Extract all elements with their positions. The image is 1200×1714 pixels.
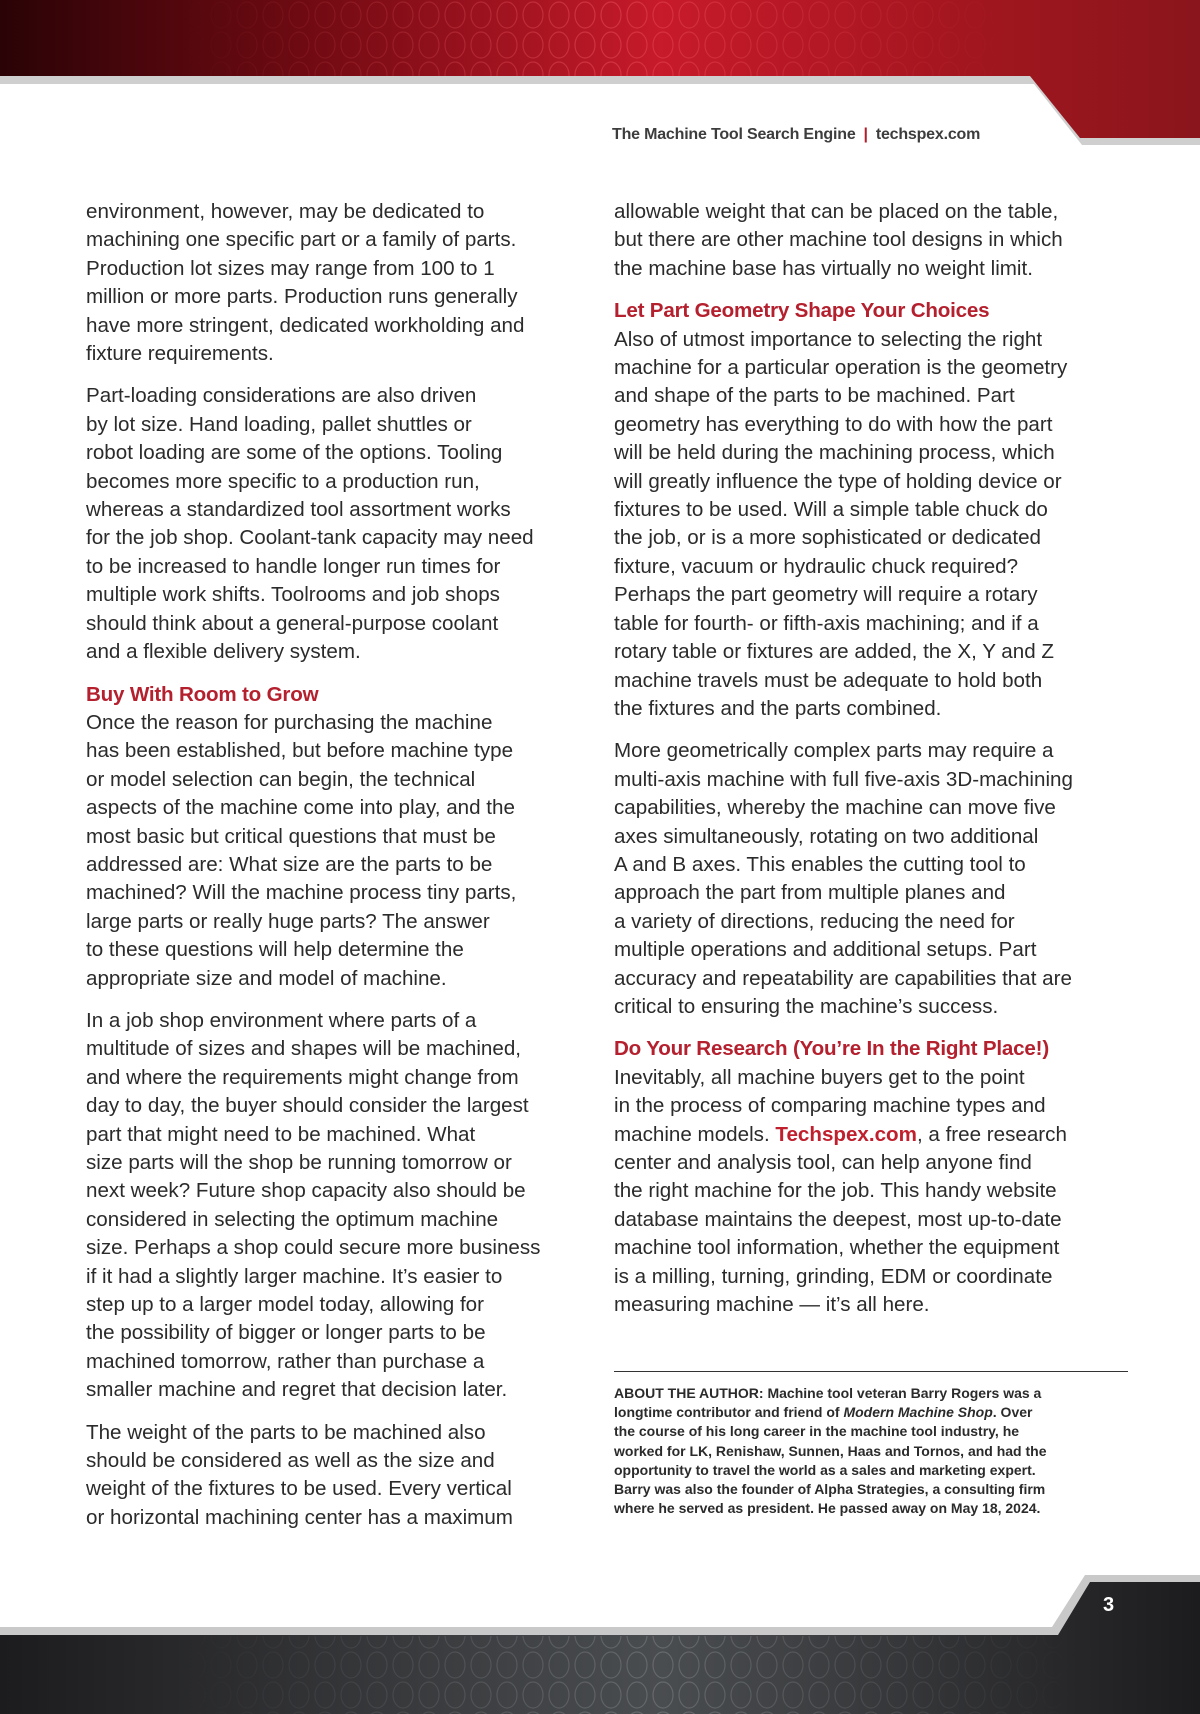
text-line: multi-axis machine with full five-axis 3D-machining [614,767,1073,791]
text-line: Perhaps the part geometry will require a rotary [614,583,1038,607]
header-banner [0,0,1200,150]
page-number: 3 [1103,1594,1115,1616]
text-line: should be considered as well as the size and [86,1449,495,1473]
text-line: the right machine for the job. This handy website [614,1179,1057,1203]
section [86,681,586,993]
text-line: the machine base has virtually no weight limit. [614,256,1033,280]
text-line: Part-loading considerations are also driven [86,384,477,408]
section-heading: Do Your Research (You’re In the Right Place!) [614,1037,1049,1061]
text-line: A and B axes. This enables the cutting tool to [614,852,1026,876]
text-line: rotary table or fixtures are added, the X, Y and Z [614,640,1054,664]
text-line: ABOUT THE AUTHOR: Machine tool veteran Barry Rogers was a [614,1385,1042,1401]
text-line: the fixtures and the parts combined. [614,696,942,720]
text-line: where he served as president. He passed away on May 18, 2024. [614,1500,1041,1517]
text-line: Inevitably, all machine buyers get to the point [614,1065,1025,1089]
text-line: million or more parts. Production runs generally [86,285,518,309]
text-line: by lot size. Hand loading, pallet shuttles or [86,412,472,436]
text-line: is a milling, turning, grinding, EDM or coordinate [614,1264,1053,1288]
running-header [612,126,980,144]
right-column [614,198,1130,1333]
text-line [614,1121,1130,1149]
text-line [614,1403,1134,1422]
text-line: the possibility of bigger or longer parts to be [86,1321,486,1345]
text-line: machined? Will the machine process tiny parts, [86,881,517,905]
text-line: has been established, but before machine type [86,739,514,763]
text-line: appropriate size and model of machine. [86,966,447,990]
section [614,297,1130,723]
text-line: in the process of comparing machine types and [614,1094,1046,1118]
text-line: database maintains the deepest, most up-to-date [614,1207,1062,1231]
text-line: the course of his long career in the machine tool industry, he [614,1423,1020,1440]
text-line: approach the part from multiple planes and [614,881,1006,905]
section-heading: Let Part Geometry Shape Your Choices [614,299,990,323]
text-line: Production lot sizes may range from 100 to 1 [86,256,495,280]
paragraph [614,737,1130,1021]
text-line: for the job shop. Coolant-tank capacity may need [86,526,534,550]
text-line: multitude of sizes and shapes will be machined, [86,1037,521,1061]
text-line: have more stringent, dedicated workholding and [86,313,525,337]
text-line: weight of the fixtures to be used. Every vertical [86,1477,512,1501]
techspex-link[interactable]: Techspex.com [775,1122,917,1146]
text-line: axes simultaneously, rotating on two additional [614,824,1039,848]
text-line: measuring machine — it’s all here. [614,1293,930,1317]
paragraph [86,1007,586,1405]
text-line: and shape of the parts to be machined. Part [614,384,1015,408]
text-segment: , a free research [916,1122,1067,1146]
text-line: opportunity to travel the world as a sales and marketing expert. [614,1461,1036,1478]
text-line: environment, however, may be dedicated to [86,200,485,223]
text-line: capabilities, whereby the machine can move five [614,796,1056,820]
text-line: or horizontal machining center has a maximum [86,1505,513,1529]
section [614,1035,1130,1319]
author-divider [614,1371,1128,1372]
text-line: size parts will the shop be running tomorrow or [86,1151,512,1174]
text-line: smaller machine and regret that decision later. [86,1378,508,1402]
text-line: and a flexible delivery system. [86,640,361,664]
text-line: center and analysis tool, can help anyone find [614,1151,1032,1174]
text-line: should think about a general-purpose coolant [86,611,499,635]
text-line: allowable weight that can be placed on the table, [614,200,1059,223]
header-site: techspex.com [875,126,981,143]
text-line: if it had a slightly larger machine. It’s easier to [86,1264,503,1288]
header-tagline: The Machine Tool Search Engine [612,126,856,143]
text-line: size. Perhaps a shop could secure more business [86,1236,541,1260]
text-line: will be held during the machining process, which [614,441,1055,465]
text-line: large parts or really huge parts? The answer [86,909,490,933]
author-bio [614,1384,1134,1518]
text-line: next week? Future shop capacity also should be [86,1179,526,1203]
text-line: robot loading are some of the options. Tooling [86,441,503,465]
text-line: will greatly influence the type of holding device or [614,469,1062,493]
text-line: machining one specific part or a family of parts. [86,228,517,252]
paragraph [86,198,586,368]
text-line: machine travels must be adequate to hold both [614,668,1043,692]
text-line: Once the reason for purchasing the machine [86,710,493,734]
text-line: becomes more specific to a production run, [86,469,480,493]
text-line: day to day, the buyer should consider the largest [86,1094,529,1118]
left-column [86,198,586,1546]
text-line: to be increased to handle longer run times for [86,554,501,578]
text-line: Barry was also the founder of Alpha Strategies, a consulting firm [614,1481,1046,1498]
text-line: most basic but critical questions that must be [86,824,496,848]
paragraph [86,1419,586,1533]
text-line: the job, or is a more sophisticated or dedicated [614,526,1041,550]
text-line: The weight of the parts to be machined also [86,1420,486,1444]
text-line: Also of utmost importance to selecting the right [614,327,1043,351]
text-line: to these questions will help determine the [86,938,464,962]
text-line: fixtures to be used. Will a simple table chuck do [614,498,1048,522]
text-line: whereas a standardized tool assortment works [86,498,511,522]
text-line: part that might need to be machined. What [86,1122,476,1146]
text-line: a variety of directions, reducing the need for [614,909,1015,933]
text-line: accuracy and repeatability are capabilities that are [614,966,1072,990]
text-line: More geometrically complex parts may require a [614,739,1054,763]
text-line: fixture requirements. [86,342,274,366]
paragraph [614,198,1130,283]
text-line: multiple work shifts. Toolrooms and job shops [86,583,500,607]
text-segment: machine models. [614,1122,776,1146]
text-line: machine tool information, whether the equipment [614,1236,1060,1260]
text-line: machine for a particular operation is the geometry [614,356,1068,380]
text-line: or model selection can begin, the technical [86,767,476,791]
text-line: worked for LK, Renishaw, Sunnen, Haas and Tornos, and had the [614,1442,1047,1459]
text-line: geometry has everything to do with how the part [614,412,1053,436]
text-line: step up to a larger model today, allowing for [86,1293,484,1317]
text-line: considered in selecting the optimum machine [86,1207,499,1231]
text-line: and where the requirements might change from [86,1065,519,1089]
text-line: fixture, vacuum or hydraulic chuck required? [614,554,1019,578]
publication-title: Modern Machine Shop [843,1404,993,1421]
text-line: multiple operations and additional setups. Part [614,938,1037,962]
text-line: machined tomorrow, rather than purchase a [86,1349,485,1373]
text-line: addressed are: What size are the parts to be [86,852,493,876]
text-line: In a job shop environment where parts of a [86,1008,477,1032]
text-line: aspects of the machine come into play, and the [86,796,515,820]
paragraph [86,382,586,666]
section-heading: Buy With Room to Grow [86,682,319,706]
header-separator: | [863,126,868,143]
text-segment: . Over [992,1404,1033,1421]
footer-banner [0,1560,1200,1714]
text-segment: longtime contributor and friend of [614,1404,844,1421]
text-line: but there are other machine tool designs in which [614,228,1063,252]
text-line: critical to ensuring the machine’s success. [614,994,999,1018]
text-line: table for fourth- or fifth-axis machining; and if a [614,611,1039,635]
